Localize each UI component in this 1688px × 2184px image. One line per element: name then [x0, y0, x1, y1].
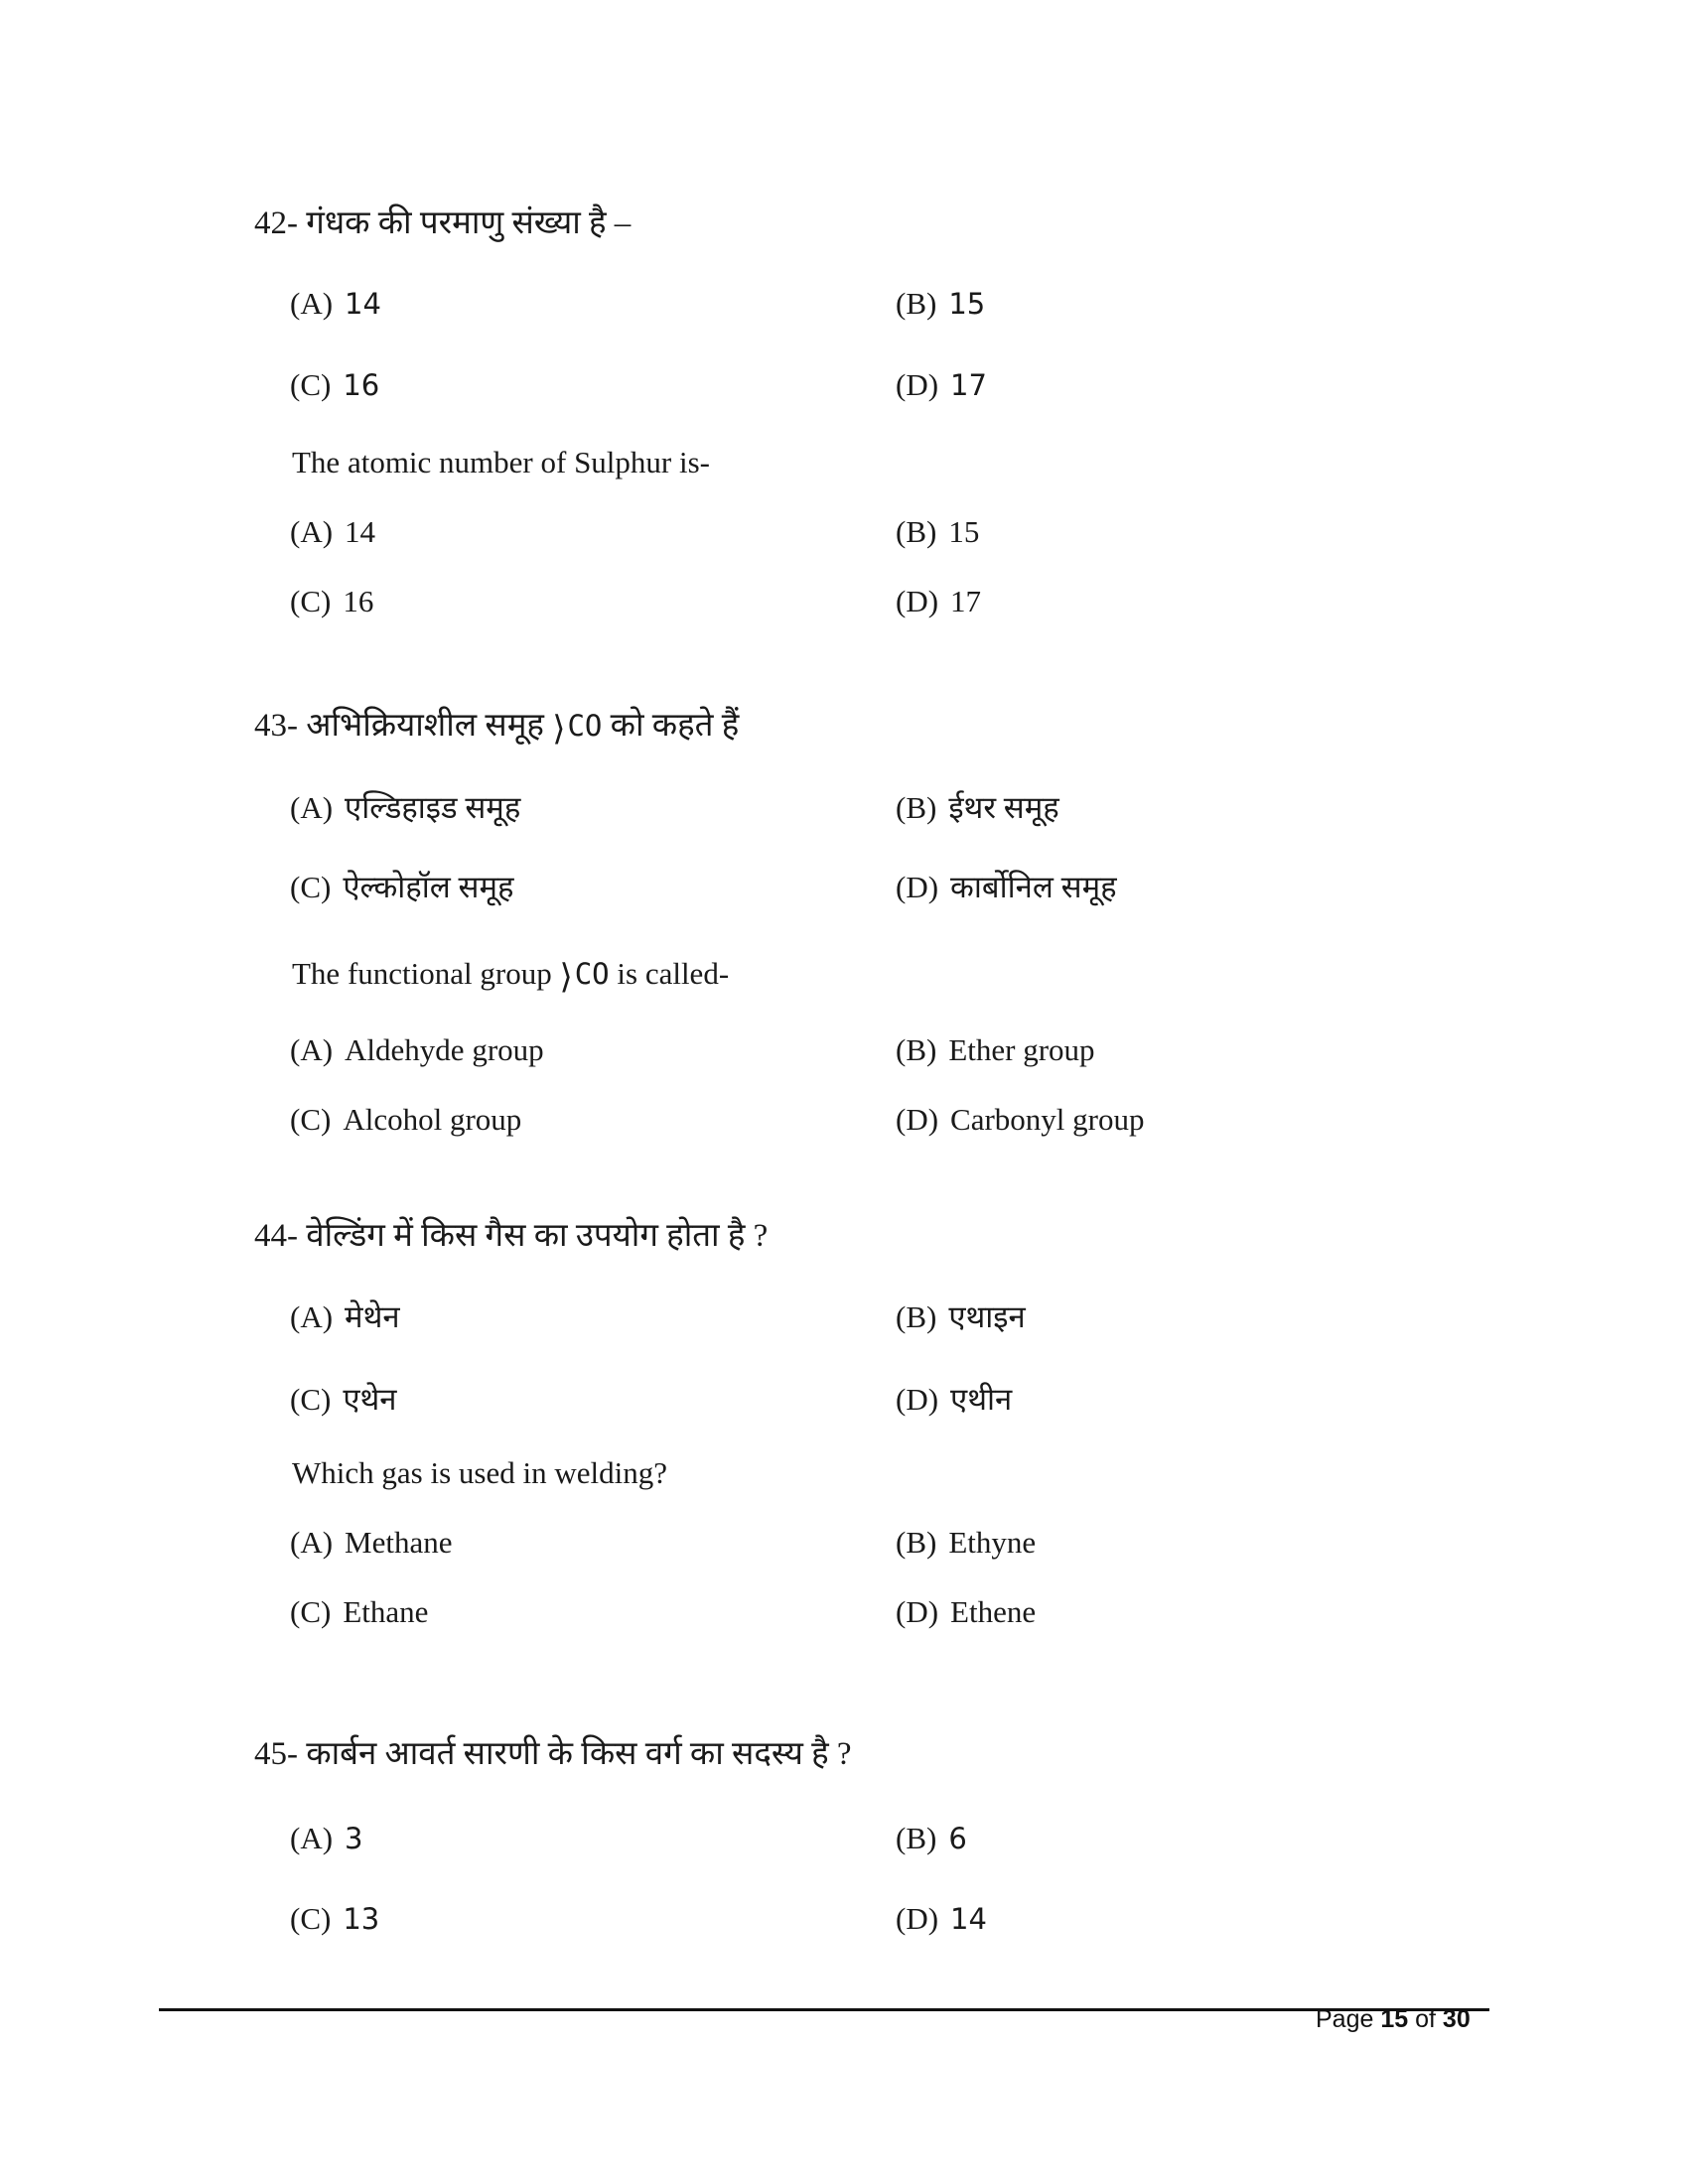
question-44-english: Which gas is used in welding? — [292, 1455, 667, 1490]
q43-en-option-c: (C) Alcohol group — [290, 1102, 522, 1137]
q45-hi-option-d: (D) 14 — [896, 1901, 987, 1936]
q42-hi-option-b: (B) 15 — [896, 286, 986, 321]
q42-en-option-b: (B) 15 — [896, 514, 980, 549]
q44-hi-option-b: (B) एथाइन — [896, 1299, 1026, 1334]
question-45-hindi: 45- कार्बन आवर्त सारणी के किस वर्ग का सदस्य है ? — [254, 1736, 852, 1772]
q43-hi-option-c: (C) ऐल्कोहॉल समूह — [290, 870, 514, 904]
page-number: Page 15 of 30 — [1316, 2005, 1471, 2033]
question-44-hindi: 44- वेल्डिंग में किस गैस का उपयोग होता है ? — [254, 1218, 769, 1254]
q42-hi-option-a: (A) 14 — [290, 286, 381, 321]
question-43-hindi: 43- अभिक्रियाशील समूह ⟩CO को कहते हैं — [254, 708, 740, 749]
question-42-hindi: 42- गंधक की परमाणु संख्या है – — [254, 205, 632, 241]
q42-hi-option-d: (D) 17 — [896, 367, 987, 402]
q44-en-option-a: (A) Methane — [290, 1525, 453, 1560]
q45-hi-option-a: (A) 3 — [290, 1821, 363, 1855]
q42-hi-option-c: (C) 16 — [290, 367, 380, 402]
q42-en-option-d: (D) 17 — [896, 584, 982, 618]
q43-hi-option-b: (B) ईथर समूह — [896, 790, 1059, 825]
q44-en-option-c: (C) Ethane — [290, 1594, 429, 1629]
q44-en-option-b: (B) Ethyne — [896, 1525, 1037, 1560]
footer-divider — [159, 2008, 1489, 2011]
q43-hi-option-d: (D) कार्बोनिल समूह — [896, 870, 1117, 904]
q44-hi-option-a: (A) मेथेन — [290, 1299, 400, 1334]
q45-hi-option-b: (B) 6 — [896, 1821, 967, 1855]
question-42-english: The atomic number of Sulphur is- — [292, 445, 710, 479]
q43-en-option-b: (B) Ether group — [896, 1032, 1095, 1067]
q44-en-option-d: (D) Ethene — [896, 1594, 1037, 1629]
q44-hi-option-d: (D) एथीन — [896, 1382, 1013, 1417]
q45-hi-option-c: (C) 13 — [290, 1901, 380, 1936]
q43-en-option-d: (D) Carbonyl group — [896, 1102, 1145, 1137]
q43-hi-option-a: (A) एल्डिहाइड समूह — [290, 790, 521, 825]
q42-en-option-c: (C) 16 — [290, 584, 374, 618]
q44-hi-option-c: (C) एथेन — [290, 1382, 397, 1417]
functional-group-bond-icon: ⟩ — [559, 957, 573, 997]
question-43-english: The functional group ⟩CO is called- — [292, 956, 730, 997]
q42-en-option-a: (A) 14 — [290, 514, 376, 549]
functional-group-bond-icon: ⟩ — [552, 709, 566, 749]
q43-en-option-a: (A) Aldehyde group — [290, 1032, 544, 1067]
